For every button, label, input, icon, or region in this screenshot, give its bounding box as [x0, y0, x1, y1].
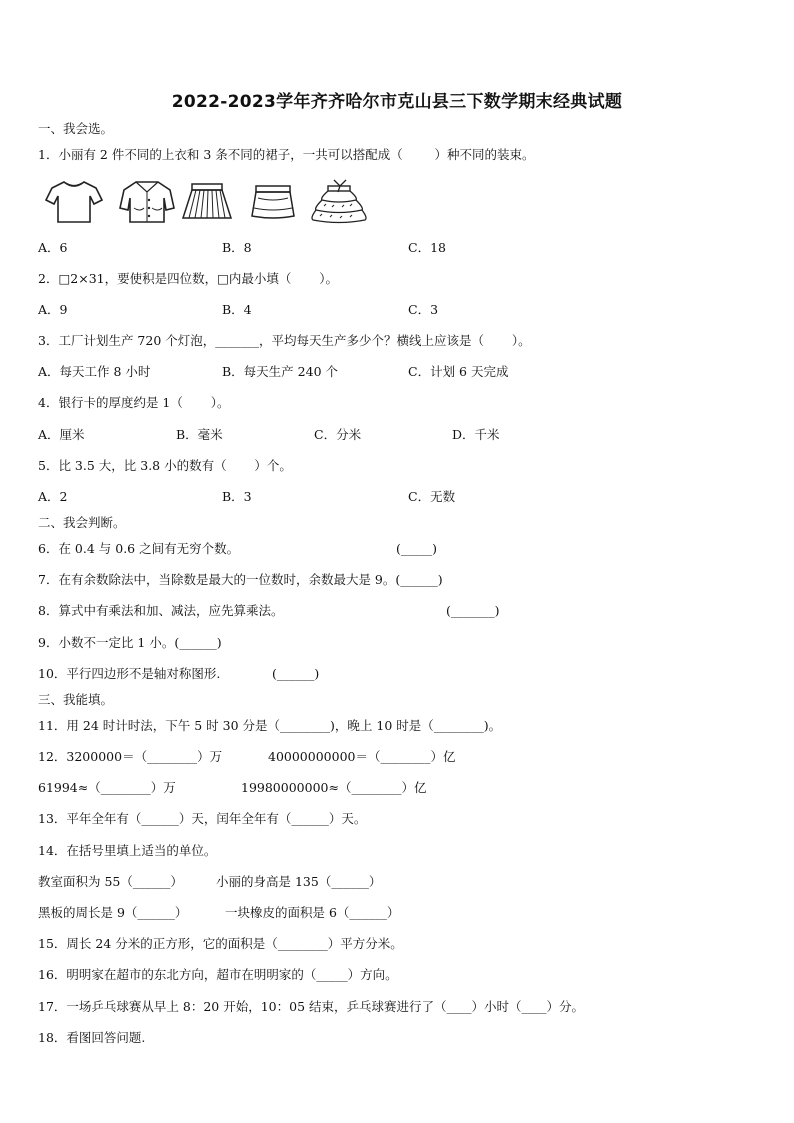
question-14-part-d: 一块橡皮的面积是 6（______）	[225, 905, 400, 920]
question-3: 3．工厂计划生产 720 个灯泡，_______，平均每天生产多少个？横线上应该是（ ）。	[38, 333, 531, 348]
q5-option-c: C．无数	[408, 489, 456, 504]
question-4: 4．银行卡的厚度约是 1（ ）。	[38, 395, 230, 410]
question-14-part-a: 教室面积为 55（______）	[38, 874, 183, 889]
question-10-blank: (______)	[272, 666, 320, 681]
question-12-part-d: 19980000000≈（________）亿	[241, 780, 427, 795]
question-15: 15．周长 24 分米的正方形，它的面积是（________）平方分米。	[38, 936, 403, 951]
q5-option-b: B．3	[222, 489, 252, 504]
question-12-part-c: 61994≈（________）万	[38, 780, 176, 795]
q1-option-c: C．18	[408, 240, 446, 255]
section-heading-fill: 三、我能填。	[38, 692, 114, 707]
q2-option-b: B．4	[222, 302, 252, 317]
question-1: 1．小丽有 2 件不同的上衣和 3 条不同的裙子，一共可以搭配成（ ）种不同的装束。	[38, 147, 535, 162]
question-10: 10．平行四边形不是轴对称图形.	[38, 666, 221, 681]
question-14: 14．在括号里填上适当的单位。	[38, 843, 217, 858]
q4-option-d: D．千米	[452, 427, 500, 442]
ruffle-skirt-icon	[310, 178, 368, 224]
q1-option-a: A．6	[38, 240, 68, 255]
q4-option-c: C．分米	[314, 427, 362, 442]
q3-option-a: A．每天工作 8 小时	[38, 364, 151, 379]
question-16: 16．明明家在超市的东北方向，超市在明明家的（_____）方向。	[38, 967, 398, 982]
blouse-icon	[118, 178, 176, 224]
pleated-skirt-icon	[180, 178, 234, 224]
question-14-part-c: 黑板的周长是 9（______）	[38, 905, 188, 920]
question-8-blank: (_______)	[446, 603, 500, 618]
question-2: 2．□2×31，要使积是四位数，□内最小填（ ）。	[38, 271, 338, 286]
question-12-part-b: 40000000000＝（________）亿	[268, 749, 456, 764]
question-9: 9．小数不一定比 1 小。(______)	[38, 635, 222, 650]
question-18: 18．看图回答问题.	[38, 1030, 146, 1045]
question-6-blank: (_____)	[396, 541, 438, 556]
question-14-part-b: 小丽的身高是 135（______）	[216, 874, 382, 889]
section-heading-choose: 一、我会选。	[38, 121, 114, 136]
section-heading-judge: 二、我会判断。	[38, 515, 126, 530]
question-8: 8．算式中有乘法和加、减法，应先算乘法。	[38, 603, 284, 618]
q3-option-b: B．每天生产 240 个	[222, 364, 338, 379]
question-7: 7．在有余数除法中，当除数是最大的一位数时，余数最大是 9。(______)	[38, 572, 443, 587]
shirt-icon	[44, 178, 104, 224]
q2-option-a: A．9	[38, 302, 68, 317]
question-17: 17．一场乒乓球赛从早上 8：20 开始，10：05 结束，乒乓球赛进行了（____）小时（____）分。	[38, 999, 584, 1014]
question-12-part-a: 12．3200000＝（________）万	[38, 749, 223, 764]
q3-option-c: C．计划 6 天完成	[408, 364, 509, 379]
q4-option-b: B．毫米	[176, 427, 223, 442]
q4-option-a: A．厘米	[38, 427, 85, 442]
q5-option-a: A．2	[38, 489, 68, 504]
question-11: 11．用 24 时计时法，下午 5 时 30 分是（________)，晚上 10 时是（________)。	[38, 718, 502, 733]
page-title: 2022-2023学年齐齐哈尔市克山县三下数学期末经典试题	[171, 92, 623, 112]
question-13: 13．平年全年有（______）天，闰年全年有（______）天。	[38, 811, 367, 826]
short-skirt-icon	[248, 178, 298, 224]
question-6: 6．在 0.4 与 0.6 之间有无穷个数。	[38, 541, 240, 556]
question-5: 5．比 3.5 大，比 3.8 小的数有（ ）个。	[38, 458, 292, 473]
q1-option-b: B．8	[222, 240, 252, 255]
q2-option-c: C．3	[408, 302, 439, 317]
